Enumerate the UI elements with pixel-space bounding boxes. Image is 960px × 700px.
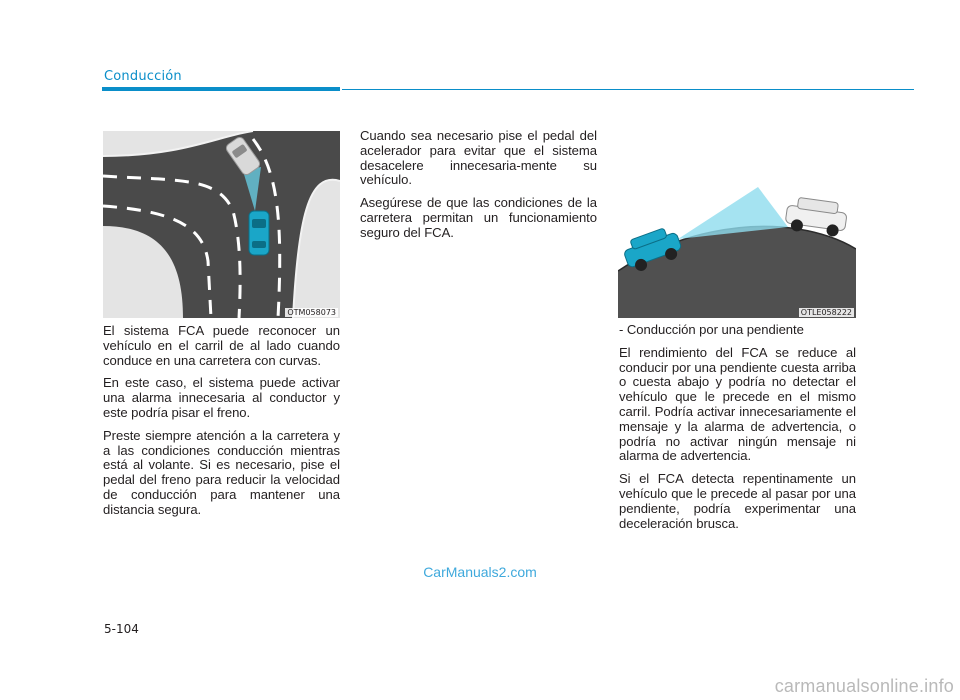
figure-curved-road bbox=[103, 131, 340, 318]
section-title: Conducción bbox=[104, 69, 182, 84]
header-rule-thin bbox=[342, 89, 914, 90]
figure-slope bbox=[618, 131, 856, 318]
text-column-left bbox=[103, 324, 340, 526]
paragraph: Asegúrese de que las condiciones de la carretera permitan un funcionamiento seguro del FCA. bbox=[360, 195, 597, 240]
page-number: 5-104 bbox=[104, 622, 139, 636]
subheading: - Conducción por una pendiente bbox=[619, 322, 804, 337]
paragraph: Preste siempre atención a la carretera y a las condiciones conducción mientras está al volante. Si es necesario, pise el pedal del freno para reducir la velocidad de conducción para mantener una distancia segura. bbox=[103, 427, 340, 517]
slope-illustration bbox=[618, 131, 856, 318]
watermark-link[interactable]: CarManuals2.com bbox=[423, 564, 537, 580]
curved-road-illustration bbox=[103, 131, 340, 318]
paragraph: El sistema FCA puede reconocer un vehículo en el carril de al lado cuando conduce en una carretera con curvas. bbox=[103, 323, 340, 368]
paragraph: Si el FCA detecta repentinamente un vehículo que le precede al pasar por una pendiente, podría experimentar una deceleración brusca. bbox=[619, 471, 856, 531]
paragraph: Cuando sea necesario pise el pedal del acelerador para evitar que el sistema desacelere innecesaria-mente su vehículo. bbox=[360, 128, 597, 188]
header-rule-thick bbox=[102, 87, 340, 91]
text-column-middle bbox=[360, 129, 597, 249]
paragraph: En este caso, el sistema puede activar una alarma innecesaria al conductor y este podría pisar el freno. bbox=[103, 375, 340, 420]
figure-code: OTLE058222 bbox=[800, 308, 852, 317]
text-column-right bbox=[619, 323, 856, 539]
paragraph: El rendimiento del FCA se reduce al conducir por una pendiente cuesta arriba o cuesta abajo y podría no detectar el vehículo que le precede en el mismo carril. Podría activar innecesariamente el mensaje y la alarma de advertencia, o podría no activar ningún mensaje ni alarma de advertencia. bbox=[619, 344, 856, 464]
figure-code: OTM058073 bbox=[287, 308, 336, 317]
footer-brand: carmanualsonline.info bbox=[774, 676, 954, 696]
